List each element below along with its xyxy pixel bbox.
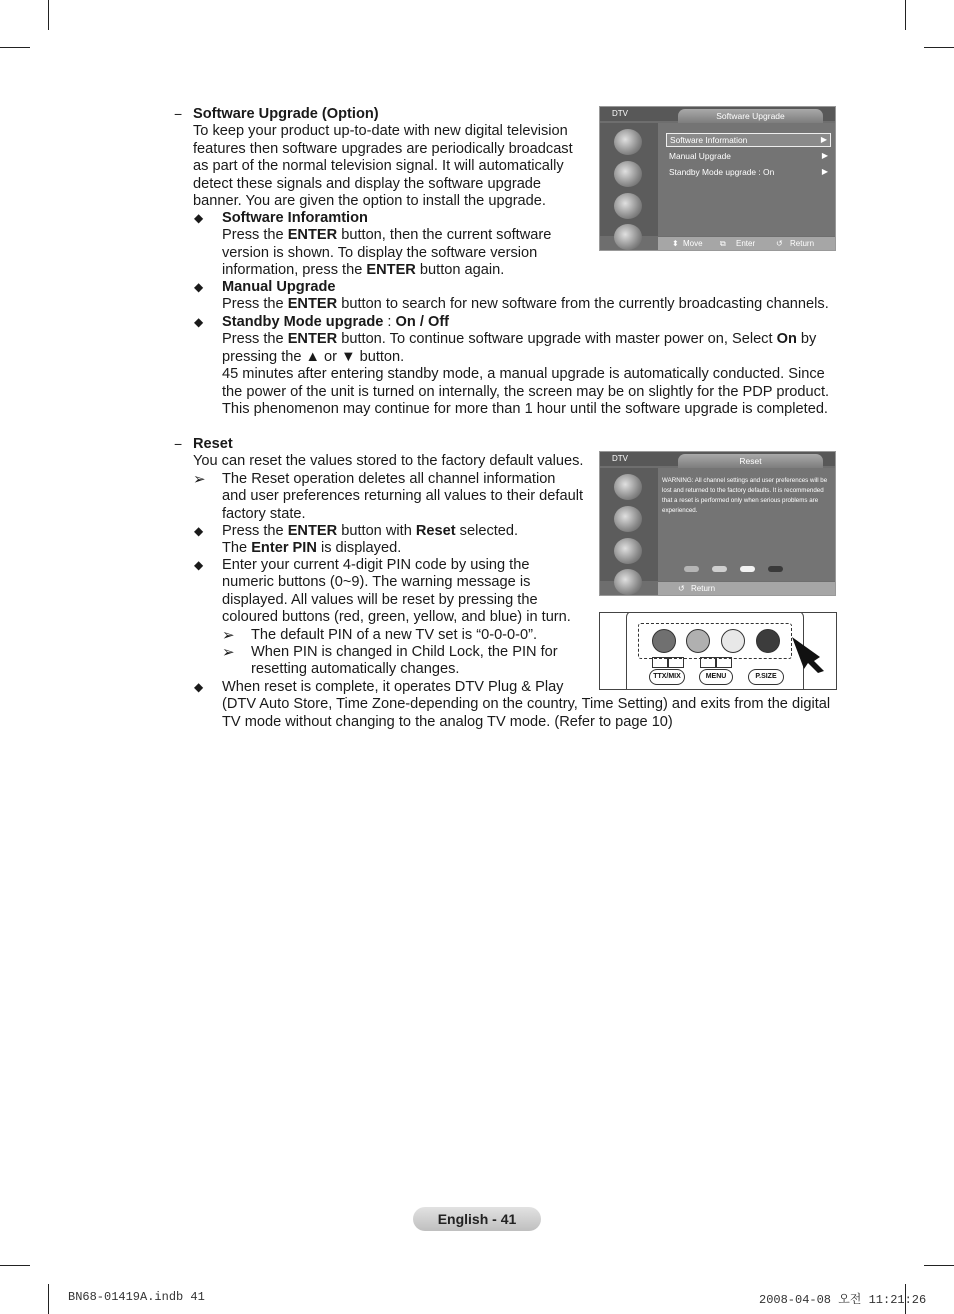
- enter-keyword: ENTER: [366, 262, 416, 279]
- text-span: button again.: [415, 262, 505, 279]
- text-span: button. To continue software upgrade with master power on, Select: [337, 331, 777, 348]
- section-dash: −: [174, 106, 183, 122]
- reset-note: [222, 471, 583, 523]
- move-icon: ⬍: [672, 239, 679, 248]
- warning-line: WARNING: All channel settings and user preferences will be: [662, 477, 828, 484]
- note-arrow-icon: ➢: [222, 644, 235, 661]
- p-size-button[interactable]: P.SIZE: [748, 669, 784, 685]
- software-information-item: [222, 210, 551, 280]
- warning-line: experienced.: [662, 507, 698, 514]
- page-number-badge: English - 41: [413, 1207, 541, 1231]
- crop-mark: [905, 0, 906, 30]
- item-values: On / Off: [395, 314, 450, 330]
- enter-pin-keyword: Enter PIN: [251, 540, 317, 557]
- paragraph-line: When reset is complete, it operates DTV Plug & Play: [222, 679, 564, 695]
- paragraph-line: coloured buttons (red, green, yellow, and blue) in turn.: [222, 609, 571, 626]
- blue-button[interactable]: [756, 629, 780, 653]
- arrow-right-icon: ▶: [820, 135, 827, 144]
- menu-button[interactable]: MENU: [699, 669, 733, 685]
- text-span: Press the: [222, 523, 288, 539]
- screen-help-bar: [658, 237, 835, 250]
- warning-line: that a reset is performed only when serious problems are: [662, 497, 819, 504]
- software-upgrade-section: [193, 106, 593, 210]
- teletext-mix-icon: [668, 657, 684, 668]
- warning-line: lost and returned to the factory defaults. It is recommended: [662, 487, 824, 494]
- pin-dot-2: [712, 566, 727, 572]
- software-upgrade-screen: [599, 106, 836, 251]
- text-span: Press the: [222, 227, 288, 244]
- text-span: Press the: [222, 296, 288, 313]
- pin-dot-1: [684, 566, 699, 572]
- menu-item-software-information[interactable]: [666, 133, 831, 147]
- paragraph-line: 45 minutes after entering standby mode, a manual upgrade is automatically conducted. Since: [222, 366, 825, 383]
- setup-gear-icon: [614, 193, 642, 219]
- crop-mark: [924, 1265, 954, 1266]
- enter-keyword: ENTER: [287, 227, 338, 244]
- source-label: DTV: [612, 454, 628, 463]
- red-button[interactable]: [652, 629, 676, 653]
- paragraph-line: detect these signals and display the software upgrade: [193, 175, 542, 192]
- pin-change-note: [251, 644, 558, 679]
- reset-content: [658, 468, 835, 581]
- text-span: is displayed.: [316, 540, 402, 557]
- setup-gear-icon: [614, 538, 642, 564]
- enter-label: Enter: [736, 239, 756, 248]
- standby-upgrade-item: [222, 314, 829, 418]
- ttx-mix-button[interactable]: TTX/MIX: [649, 669, 685, 685]
- diamond-bullet-icon: ◆: [194, 524, 204, 538]
- paragraph-line: features then software upgrades are periodically broadcast: [193, 140, 573, 157]
- crop-mark: [924, 47, 954, 48]
- crop-mark: [0, 47, 30, 48]
- pin-dot-4: [768, 566, 783, 572]
- manual-upgrade-item: [222, 279, 829, 314]
- diamond-bullet-icon: ◆: [194, 680, 204, 694]
- menu-item-manual-upgrade[interactable]: [666, 150, 831, 162]
- pin-default-note: [251, 627, 537, 644]
- text-span: information, press the: [222, 262, 367, 279]
- paragraph-line: pressing the ▲ or ▼ button.: [222, 348, 405, 365]
- reset-section: [193, 436, 584, 471]
- picture-menu-icon: [614, 129, 642, 155]
- note-arrow-icon: ➢: [222, 627, 235, 644]
- paragraph-line: displayed. All values will be reset by pressing the: [222, 591, 538, 608]
- arrow-right-icon: ▶: [821, 151, 828, 160]
- item-title: Manual Upgrade: [222, 279, 336, 295]
- crop-mark: [0, 1265, 30, 1266]
- text-span: The: [222, 540, 252, 557]
- move-label: Move: [683, 239, 703, 248]
- menu-item-label: Standby Mode upgrade : On: [669, 167, 775, 177]
- text-span: selected.: [455, 523, 519, 539]
- menu-item-standby-mode-upgrade[interactable]: [666, 166, 831, 178]
- pointer-arrow-icon: [790, 635, 826, 675]
- footer-file-info: BN68-01419A.indb 41: [68, 1290, 205, 1304]
- reset-step-pin: [222, 557, 571, 627]
- input-menu-icon: [614, 569, 642, 595]
- text-span: by: [796, 331, 817, 348]
- paragraph-line: This phenomenon may continue for more than 1 hour until the software upgrade is completed.: [222, 401, 828, 418]
- paragraph-line: numeric buttons (0~9). The warning message is: [222, 574, 531, 591]
- return-icon: ↺: [678, 584, 685, 593]
- text-span: Press the: [222, 331, 288, 348]
- menu-item-label: Software Information: [670, 135, 748, 145]
- picture-menu-icon: [614, 474, 642, 500]
- section-title: Reset: [193, 436, 233, 452]
- reset-step-enter: [222, 523, 518, 558]
- paragraph-line: and user preferences returning all values to their default: [222, 488, 584, 505]
- on-keyword: On: [776, 331, 797, 348]
- green-button[interactable]: [686, 629, 710, 653]
- enter-keyword: ENTER: [287, 523, 338, 539]
- footer-timestamp: 2008-04-08 오전 11:21:26: [759, 1293, 927, 1307]
- text-span: button to search for new software from the currently broadcasting channels.: [337, 296, 829, 313]
- diamond-bullet-icon: ◆: [194, 315, 204, 329]
- enter-keyword: ENTER: [287, 296, 338, 313]
- paragraph-line: banner. You are given the option to install the upgrade.: [193, 193, 546, 210]
- section-title: Software Upgrade (Option): [193, 106, 379, 122]
- section-dash: −: [174, 436, 183, 452]
- screen-title: Software Upgrade: [678, 109, 823, 123]
- paragraph-line: To keep your product up-to-date with new digital television: [193, 123, 568, 140]
- screen-help-bar: [658, 582, 835, 595]
- reset-keyword: Reset: [415, 523, 456, 539]
- paragraph-line: The default PIN of a new TV set is “0-0-0-0”.: [251, 627, 538, 643]
- yellow-button[interactable]: [721, 629, 745, 653]
- reset-warning-text: [662, 476, 831, 516]
- return-icon: ↺: [776, 239, 783, 248]
- note-arrow-icon: ➢: [193, 471, 206, 488]
- paragraph-line: as part of the normal television signal. It will automatically: [193, 158, 564, 175]
- paragraph-line: TV mode without changing to the analog TV mode. (Refer to page 10): [222, 713, 673, 730]
- paragraph-line: You can reset the values stored to the factory default values.: [193, 453, 584, 470]
- sound-menu-icon: [614, 161, 642, 187]
- pin-dot-3: [740, 566, 755, 572]
- paragraph-line: the power of the unit is turned on internally, the screen may be on slightly for the PDP product.: [222, 383, 830, 400]
- paragraph-line: Enter your current 4-digit PIN code by using the: [222, 557, 530, 573]
- text-span: button, then the current software: [337, 227, 552, 244]
- enter-keyword: ENTER: [287, 331, 338, 348]
- input-menu-icon: [614, 224, 642, 250]
- return-label: Return: [691, 584, 716, 593]
- enter-icon: ⧉: [720, 239, 726, 248]
- paragraph-line: The Reset operation deletes all channel information: [222, 471, 556, 487]
- diamond-bullet-icon: ◆: [194, 280, 204, 294]
- return-label: Return: [790, 239, 815, 248]
- menu-item-label: Manual Upgrade: [669, 151, 731, 161]
- paragraph-line: factory state.: [222, 505, 306, 522]
- item-title: Standby Mode upgrade: [222, 314, 384, 330]
- menu-sidebar: [600, 468, 658, 581]
- arrow-right-icon: ▶: [821, 167, 828, 176]
- item-title: Software Inforamtion: [222, 210, 368, 226]
- diamond-bullet-icon: ◆: [194, 558, 204, 572]
- text-span: button with: [337, 523, 416, 539]
- source-label: DTV: [612, 109, 628, 118]
- screen-title: Reset: [678, 454, 823, 468]
- paragraph-line: resetting automatically changes.: [251, 661, 460, 678]
- teletext-page-icon: [716, 657, 732, 668]
- teletext-index-icon: [700, 657, 716, 668]
- teletext-icon: [652, 657, 668, 668]
- menu-content: [658, 123, 835, 236]
- sound-menu-icon: [614, 506, 642, 532]
- paragraph-line: (DTV Auto Store, Time Zone-depending on the country, Time Setting) and exits from the digital: [222, 696, 831, 713]
- paragraph-line: When PIN is changed in Child Lock, the PIN for: [251, 644, 558, 660]
- crop-mark: [48, 1284, 49, 1314]
- menu-sidebar: [600, 123, 658, 236]
- paragraph-line: version is shown. To display the software version: [222, 244, 538, 261]
- crop-mark: [48, 0, 49, 30]
- reset-screen: [599, 451, 836, 596]
- text-span: :: [383, 314, 396, 330]
- diamond-bullet-icon: ◆: [194, 211, 204, 225]
- remote-control-illustration: [599, 612, 837, 690]
